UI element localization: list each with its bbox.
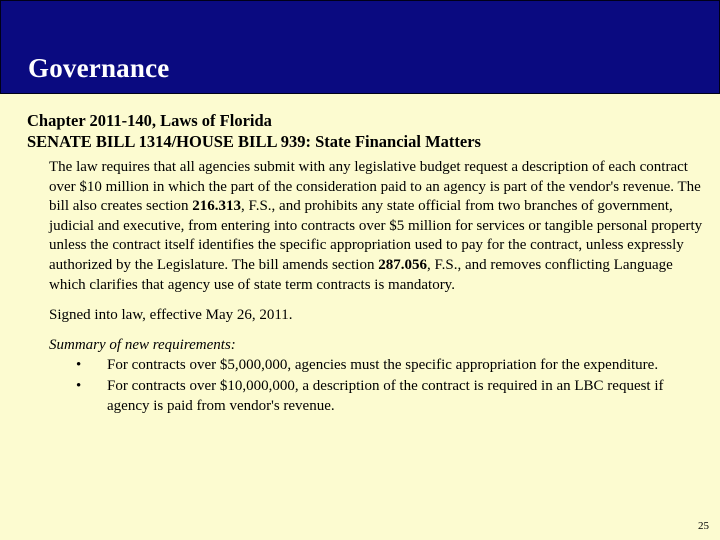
body-block bbox=[49, 158, 708, 295]
body-text-run: , F.S., and removes conflicting Language which clarifies that agency use of state term contracts is mandatory. bbox=[49, 256, 673, 293]
list-item-label: For contracts over $10,000,000, a description of the contract is required in an LBC request if agency is paid from vendor's revenue. bbox=[107, 377, 664, 414]
summary-label: Summary of new requirements: bbox=[49, 336, 236, 353]
body-paragraph bbox=[49, 158, 708, 295]
statute-reference: 216.313 bbox=[192, 198, 242, 215]
list-item bbox=[49, 377, 708, 416]
bullet-icon: • bbox=[76, 377, 82, 394]
body-text-run: The law requires that all agencies submit with any legislative budget request a description of each contract over $10 million in which the part of the consideration paid to an agency is part of the vendor's revenue. The bill also creates section bbox=[49, 159, 701, 215]
statute-reference: 287.056 bbox=[378, 256, 427, 273]
heading-chapter: Chapter 2011-140, Laws of Florida bbox=[27, 111, 272, 130]
heading-block bbox=[27, 110, 708, 152]
page-number: 25 bbox=[698, 520, 709, 532]
signed-into-law-line: Signed into law, effective May 26, 2011. bbox=[49, 307, 293, 324]
bullet-icon: • bbox=[76, 357, 82, 374]
list-item bbox=[49, 356, 708, 376]
slide-title-banner bbox=[0, 0, 720, 94]
body-text-run: , F.S., and prohibits any state official from two branches of government, judicial and executive, from entering into contracts over $5 million for services or tangible personal property unless the contract itself identifies the specific appropriation used to pay for the contract, unless expressly authorized by the Legislature. The bill amends section bbox=[49, 198, 703, 273]
list-item-label: For contracts over $5,000,000, agencies must the specific appropriation for the expenditure. bbox=[107, 357, 659, 374]
heading-bill: SENATE BILL 1314/HOUSE BILL 939: State Financial Matters bbox=[27, 132, 481, 151]
slide-content bbox=[0, 94, 720, 540]
slide-title: Governance bbox=[28, 53, 170, 83]
requirements-bullet-list bbox=[49, 356, 708, 416]
